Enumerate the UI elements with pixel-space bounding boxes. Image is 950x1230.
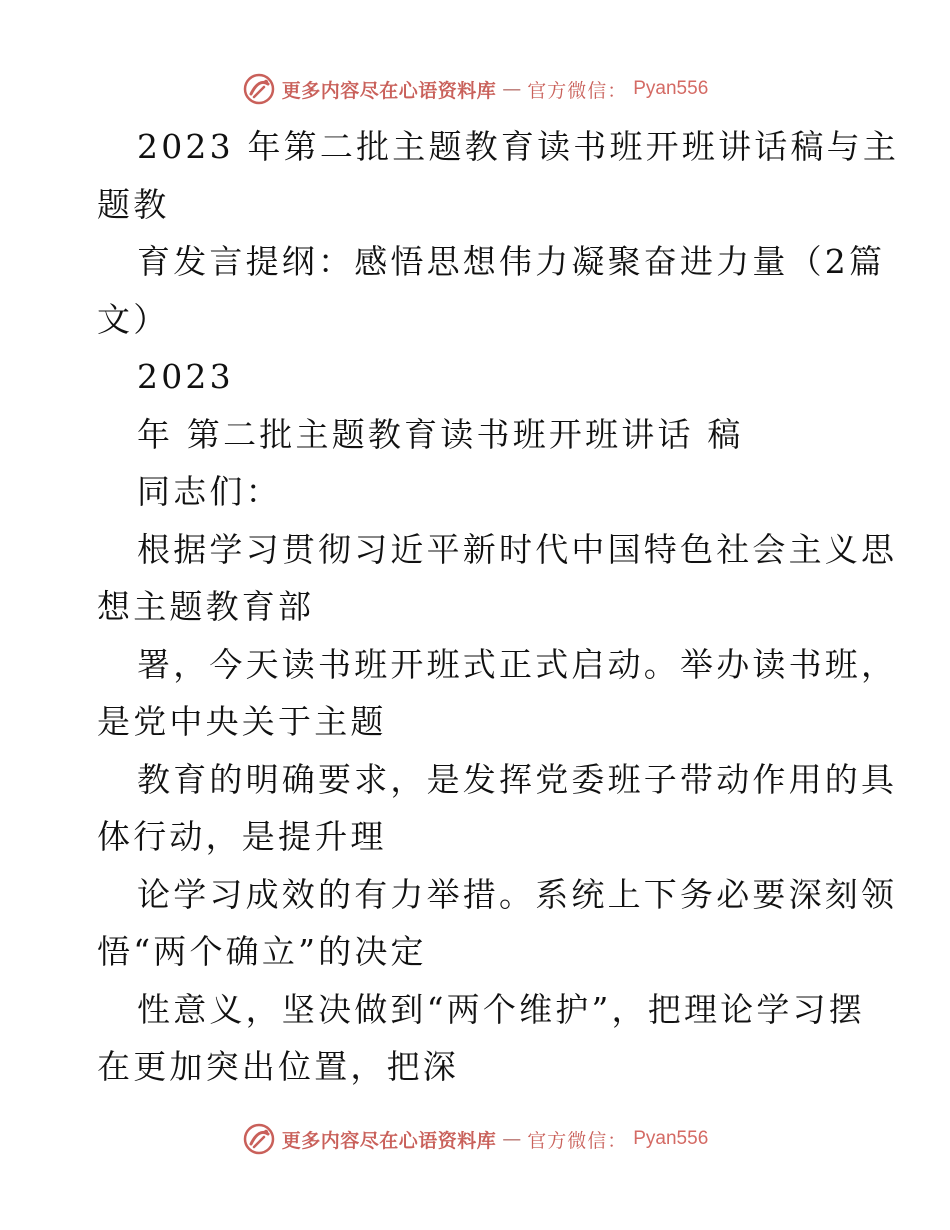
header-watermark [0,72,950,106]
watermark-wechat-id: Pyan556 [633,1128,709,1149]
title-line-4: 文） [97,299,170,339]
watermark-dash: — [502,1128,522,1150]
paragraph-line: 悟“两个确立”的决定 [97,932,427,971]
paragraph-line: 在更加突出位置，把深 [97,1047,459,1086]
watermark-dash: — [502,78,522,100]
watermark-text: 更多内容尽在心语资料库 [281,79,497,102]
watermark-wechat-id: Pyan556 [633,78,709,99]
salutation: 同志们： [137,472,282,511]
paragraph-line: 性意义，坚决做到“两个维护”，把理论学习摆 [137,989,865,1029]
watermark-wechat-label: 官方微信： [527,79,628,102]
document-body [97,118,900,1096]
title-line-3: 育发言提纲：感悟思想伟力凝聚奋进力量（2篇 [137,242,886,281]
paragraph-line: 教育的明确要求，是发挥党委班子带动作用的具 [137,759,898,799]
footer-watermark [0,1122,950,1156]
paragraph-line: 体行动，是提升理 [97,817,387,856]
title-line-2: 题教 [97,184,170,224]
watermark-text: 更多内容尽在心语资料库 [281,1129,497,1152]
seal-logo-icon [242,72,276,106]
seal-logo-icon [242,1122,276,1156]
paragraph-line: 是党中央关于主题 [97,702,387,741]
watermark-wechat-label: 官方微信： [527,1129,628,1152]
paragraph-line: 论学习成效的有力举措。系统上下务必要深刻领 [137,874,898,914]
title-line-1: 2023 年第二批主题教育读书班开班讲话稿与主 [137,127,900,166]
paragraph-line: 署，今天读书班开班式正式启动。举办读书班， [137,644,898,684]
paragraph-line: 根据学习贯彻习近平新时代中国特色社会主义思 [137,529,898,569]
subtitle-year: 2023 [137,357,234,396]
subtitle-line: 年 第二批主题教育读书班开班讲话 稿 [137,414,744,454]
paragraph-line: 想主题教育部 [97,587,315,626]
